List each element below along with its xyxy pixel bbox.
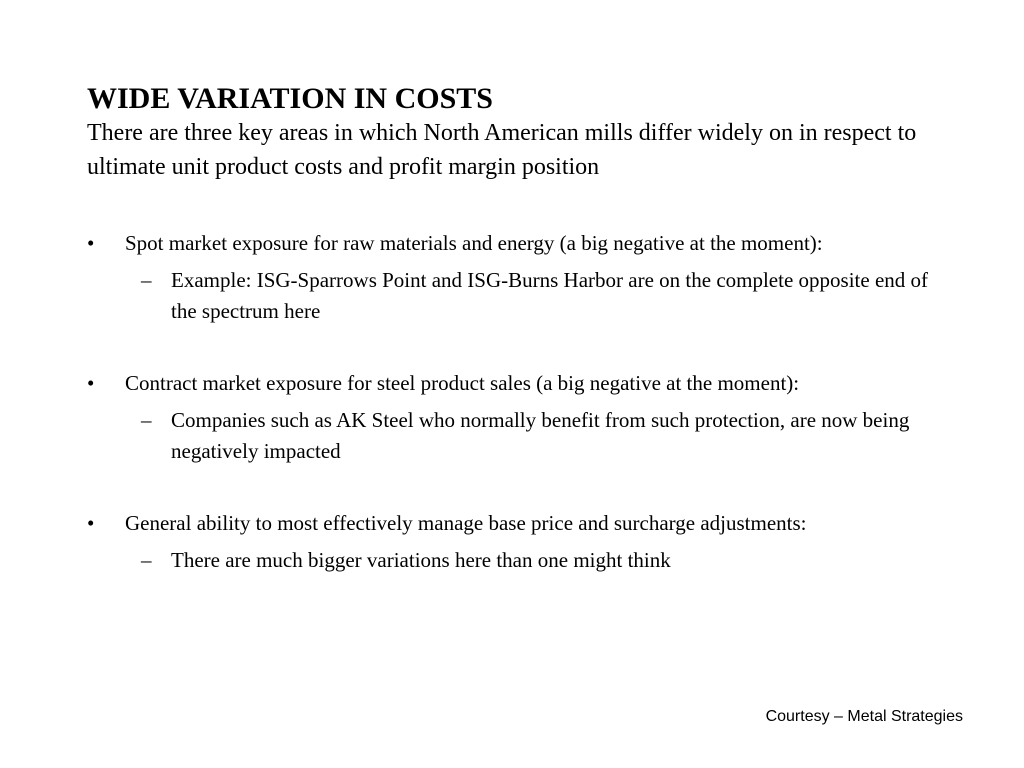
bullet-text: Spot market exposure for raw materials and energy (a big negative at the moment): <box>125 231 823 255</box>
bullet-dot-icon: • <box>87 371 95 395</box>
dash-icon: – <box>141 548 152 572</box>
sub-bullet-item <box>125 405 947 467</box>
sub-bullet-text: There are much bigger variations here than one might think <box>171 548 671 572</box>
slide-title: WIDE VARIATION IN COSTS <box>87 82 493 115</box>
bullet-dot-icon: • <box>87 231 95 255</box>
dash-icon: – <box>141 408 152 432</box>
slide-subtitle: There are three key areas in which North American mills differ widely on in respect to ultimate unit product costs and profit margin position <box>87 120 917 180</box>
courtesy-credit: Courtesy – Metal Strategies <box>765 708 963 725</box>
sub-bullet-item <box>125 265 947 327</box>
bullet-list <box>87 228 947 576</box>
bullet-text: Contract market exposure for steel product sales (a big negative at the moment): <box>125 371 800 395</box>
bullet-dot-icon: • <box>87 511 95 535</box>
bullet-text: General ability to most effectively manage base price and surcharge adjustments: <box>125 511 807 535</box>
dash-icon: – <box>141 268 152 292</box>
sub-bullet-text: Companies such as AK Steel who normally benefit from such protection, are now being negatively impacted <box>171 408 910 463</box>
bullet-item <box>87 228 947 259</box>
bullet-item <box>87 368 947 399</box>
bullet-item <box>87 508 947 539</box>
title-block <box>87 82 947 184</box>
sub-bullet-item <box>125 545 947 576</box>
sub-bullet-text: Example: ISG-Sparrows Point and ISG-Burns Harbor are on the complete opposite end of the spectrum here <box>171 268 929 323</box>
